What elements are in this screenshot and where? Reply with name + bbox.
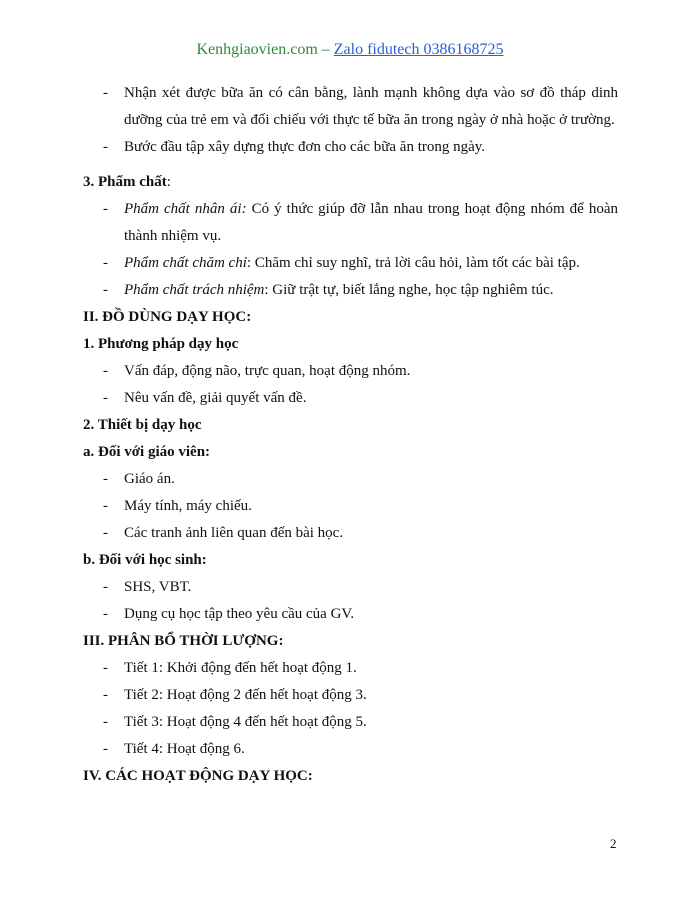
list-item: - Nêu vấn đề, giải quyết vấn đề.	[83, 385, 618, 412]
page-number: 2	[610, 836, 617, 851]
document-body	[83, 80, 618, 790]
list-item-line: dưỡng của trẻ em và đối chiếu với thực tế bữa ăn trong ngày ở nhà hoặc ở trường.	[124, 112, 615, 128]
list-item: - Máy tính, máy chiếu.	[83, 493, 618, 520]
list-item-line: thành nhiệm vụ.	[124, 228, 222, 244]
list-item: - Tiết 2: Hoạt động 2 đến hết hoạt động 3.	[83, 682, 618, 709]
section-heading-colon: :	[166, 174, 171, 190]
section-heading	[83, 169, 618, 196]
subsection-heading: b. Đối với học sinh:	[83, 552, 207, 568]
section-heading: III. PHÂN BỔ THỜI LƯỢNG:	[83, 633, 284, 649]
quality-text: Có ý thức giúp đỡ lẫn nhau trong hoạt động nhóm để hoàn	[246, 201, 618, 217]
list-item: - Tiết 1: Khởi động đến hết hoạt động 1.	[83, 655, 618, 682]
quality-label: Phẩm chất nhân ái:	[124, 201, 247, 217]
list-item	[83, 196, 618, 250]
list-item: - Vấn đáp, động não, trực quan, hoạt động nhóm.	[83, 358, 618, 385]
section-heading: IV. CÁC HOẠT ĐỘNG DẠY HỌC:	[83, 768, 313, 784]
list-item: - Các tranh ảnh liên quan đến bài học.	[83, 520, 618, 547]
header-separator: –	[317, 41, 334, 58]
list-item: - Tiết 3: Hoạt động 4 đến hết hoạt động 5.	[83, 709, 618, 736]
quality-text: : Giữ trật tự, biết lắng nghe, học tập nghiêm túc.	[264, 282, 554, 298]
list-item: - Tiết 4: Hoạt động 6.	[83, 736, 618, 763]
list-item: - Bước đầu tập xây dựng thực đơn cho các bữa ăn trong ngày.	[83, 134, 618, 161]
list-item	[83, 250, 618, 277]
subsection-heading: 1. Phương pháp dạy học	[83, 336, 239, 352]
section-heading: II. ĐỒ DÙNG DẠY HỌC:	[83, 309, 252, 325]
list-item: - Giáo án.	[83, 466, 618, 493]
subsection-heading: 2. Thiết bị dạy học	[83, 417, 202, 433]
list-item-line	[124, 196, 618, 223]
subsection-heading: a. Đối với giáo viên:	[83, 444, 211, 460]
list-item	[83, 277, 618, 304]
list-item-line: - Nhận xét được bữa ăn có cân bằng, lành mạnh không dựa vào sơ đồ tháp dinh	[124, 85, 618, 101]
header-contact-link[interactable]: Zalo fidutech 0386168725	[333, 41, 504, 58]
header-site-link[interactable]: Kenhgiaovien.com	[196, 41, 318, 58]
quality-text: : Chăm chỉ suy nghĩ, trả lời câu hỏi, làm tốt các bài tập.	[246, 255, 580, 271]
list-item: - SHS, VBT.	[83, 574, 618, 601]
list-item: - Dụng cụ học tập theo yêu cầu của GV.	[83, 601, 618, 628]
quality-label: Phẩm chất trách nhiệm	[124, 282, 265, 298]
page-header	[0, 40, 700, 60]
list-item	[83, 80, 618, 134]
quality-label: Phẩm chất chăm chỉ	[124, 255, 247, 271]
section-heading-text: 3. Phẩm chất	[83, 174, 167, 190]
